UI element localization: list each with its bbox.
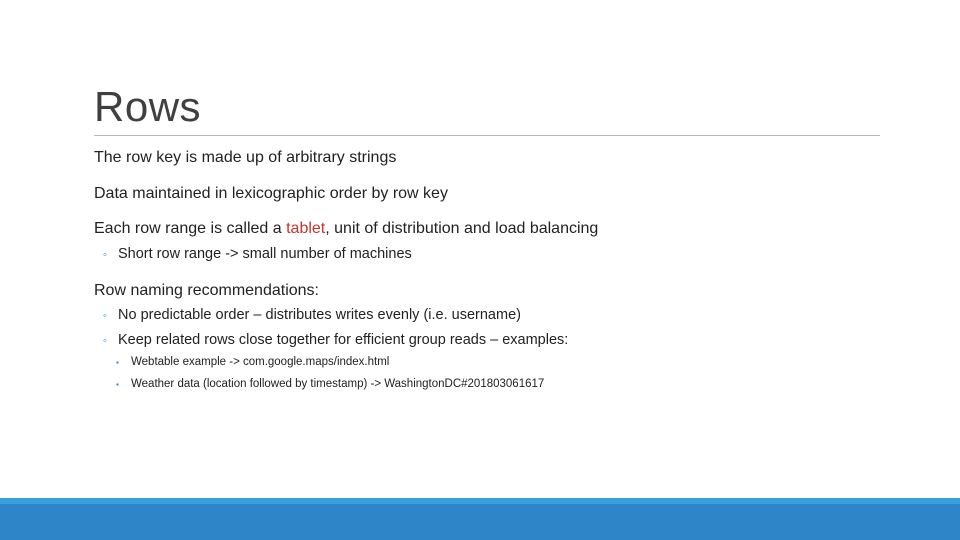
title-divider bbox=[94, 135, 880, 136]
bullet-lexicographic-order bbox=[94, 185, 448, 203]
sub-bullet-keep-related-rows bbox=[103, 332, 568, 348]
bullet-text-after: , unit of distribution and load balancing bbox=[325, 220, 599, 237]
hollow-circle-bullet-icon: ◦ bbox=[103, 335, 107, 347]
sub-sub-bullet-weather bbox=[116, 378, 544, 390]
bullet-row-key bbox=[94, 149, 396, 167]
bullet-text: The row key is made up of arbitrary strings bbox=[94, 149, 397, 166]
hollow-circle-bullet-icon: ◦ bbox=[103, 310, 107, 322]
footer-band bbox=[0, 498, 960, 540]
bullet-row-naming bbox=[94, 282, 319, 300]
sub-bullet-text: Keep related rows close together for efficient group reads – examples: bbox=[118, 332, 569, 348]
square-bullet-icon: ▪ bbox=[116, 380, 119, 389]
hollow-circle-bullet-icon: ◦ bbox=[103, 249, 107, 261]
bullet-text-before: Each row range is called a bbox=[94, 220, 287, 237]
bullet-text: Row naming recommendations: bbox=[94, 282, 319, 299]
sub-bullet-short-row-range bbox=[103, 246, 412, 262]
sub-bullet-text: No predictable order – distributes writes evenly (i.e. username) bbox=[118, 307, 521, 323]
sub-sub-bullet-webtable bbox=[116, 356, 389, 368]
square-bullet-icon: ▪ bbox=[116, 358, 119, 367]
highlight-term-tablet: tablet bbox=[286, 220, 326, 237]
slide-title: Rows bbox=[94, 83, 202, 130]
bullet-tablet bbox=[94, 220, 598, 238]
sub-sub-bullet-text: Webtable example -> com.google.maps/index.html bbox=[131, 356, 390, 368]
sub-sub-bullet-text: Weather data (location followed by timestamp) -> WashingtonDC#201803061617 bbox=[131, 378, 545, 390]
bullet-text: Data maintained in lexicographic order by row key bbox=[94, 185, 448, 202]
footer-band-highlight bbox=[0, 498, 960, 504]
sub-bullet-text: Short row range -> small number of machines bbox=[118, 246, 412, 262]
sub-bullet-no-predictable-order bbox=[103, 307, 521, 323]
